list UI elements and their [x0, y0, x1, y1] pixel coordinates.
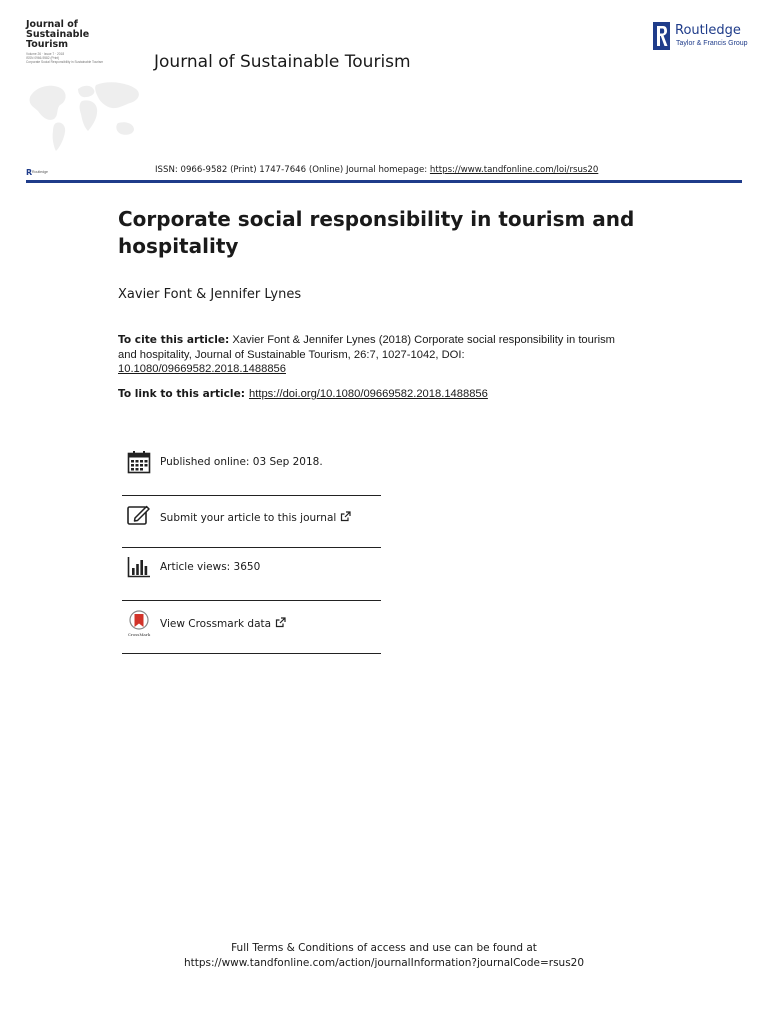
article-authors: Xavier Font & Jennifer Lynes — [118, 287, 302, 302]
cover-sub-line: Volume 26 · Issue 7 · 2018 — [26, 52, 65, 56]
publisher-name: Routledge — [675, 23, 741, 38]
article-link-block — [118, 388, 488, 400]
cite-label: To cite this article: — [118, 334, 230, 346]
info-divider — [122, 547, 381, 548]
cover-title-line: Journal of — [26, 19, 78, 30]
cover-title-line: Tourism — [26, 39, 69, 50]
cite-text: Xavier Font & Jennifer Lynes (2018) Corporate social responsibility in tourism and hospitality, Journal of Sustainable Tourism, 26:7, 1027-1042, DOI: — [118, 334, 615, 361]
cover-title — [26, 20, 144, 50]
info-divider — [122, 600, 381, 601]
terms-footer — [0, 941, 768, 971]
issn-text: ISSN: 0966-9582 (Print) 1747-7646 (Online) Journal homepage: — [155, 165, 430, 175]
small-routledge-icon: R — [26, 168, 33, 177]
article-doi-url[interactable]: https://doi.org/10.1080/09669582.2018.1488856 — [249, 388, 488, 400]
edit-icon — [127, 503, 151, 527]
article-views-label: Article views: 3650 — [160, 561, 261, 573]
cite-doi-link[interactable]: 10.1080/09669582.2018.1488856 — [118, 363, 286, 376]
cover-subtext — [26, 52, 144, 64]
small-logo-text: Routledge — [32, 170, 48, 174]
header-divider — [26, 180, 742, 183]
journal-homepage-link[interactable]: https://www.tandfonline.com/loi/rsus20 — [429, 165, 599, 175]
link-label: To link to this article: — [118, 388, 245, 400]
bar-chart-icon — [127, 555, 151, 579]
citation-block — [118, 333, 618, 377]
crossmark-label[interactable] — [160, 617, 286, 630]
info-divider — [122, 653, 381, 654]
crossmark-icon — [127, 610, 151, 638]
routledge-logo-icon — [653, 22, 670, 50]
crossmark-text: View Crossmark data — [160, 618, 272, 630]
terms-text: Full Terms & Conditions of access and use can be found at — [231, 942, 537, 954]
cover-sub-line: Corporate Social Responsibility in Sustainable Tourism — [26, 60, 104, 64]
publisher-group: Taylor & Francis Group — [676, 40, 748, 47]
world-map-watermark — [26, 75, 144, 155]
submit-article-label[interactable] — [160, 511, 351, 524]
cover-title-line: Sustainable — [26, 29, 90, 40]
journal-title: Journal of Sustainable Tourism — [154, 52, 411, 72]
article-title: Corporate social responsibility in tourism and hospitality — [118, 207, 635, 258]
crossmark-icon-text: CrossMark — [127, 632, 151, 637]
calendar-icon — [127, 450, 151, 474]
info-divider — [122, 495, 381, 496]
external-link-icon — [275, 617, 286, 628]
submit-article-text: Submit your article to this journal — [160, 512, 337, 524]
journal-cover — [26, 20, 144, 64]
external-link-icon — [340, 511, 351, 522]
small-publisher-logo — [26, 168, 60, 177]
published-online-label: Published online: 03 Sep 2018. — [160, 456, 323, 468]
issn-line — [155, 165, 598, 175]
cover-sub-line: ISSN 0966-9582 (Print) — [26, 56, 60, 60]
terms-link[interactable]: https://www.tandfonline.com/action/journalInformation?journalCode=rsus20 — [183, 957, 585, 969]
publisher-logo[interactable] — [653, 21, 753, 53]
